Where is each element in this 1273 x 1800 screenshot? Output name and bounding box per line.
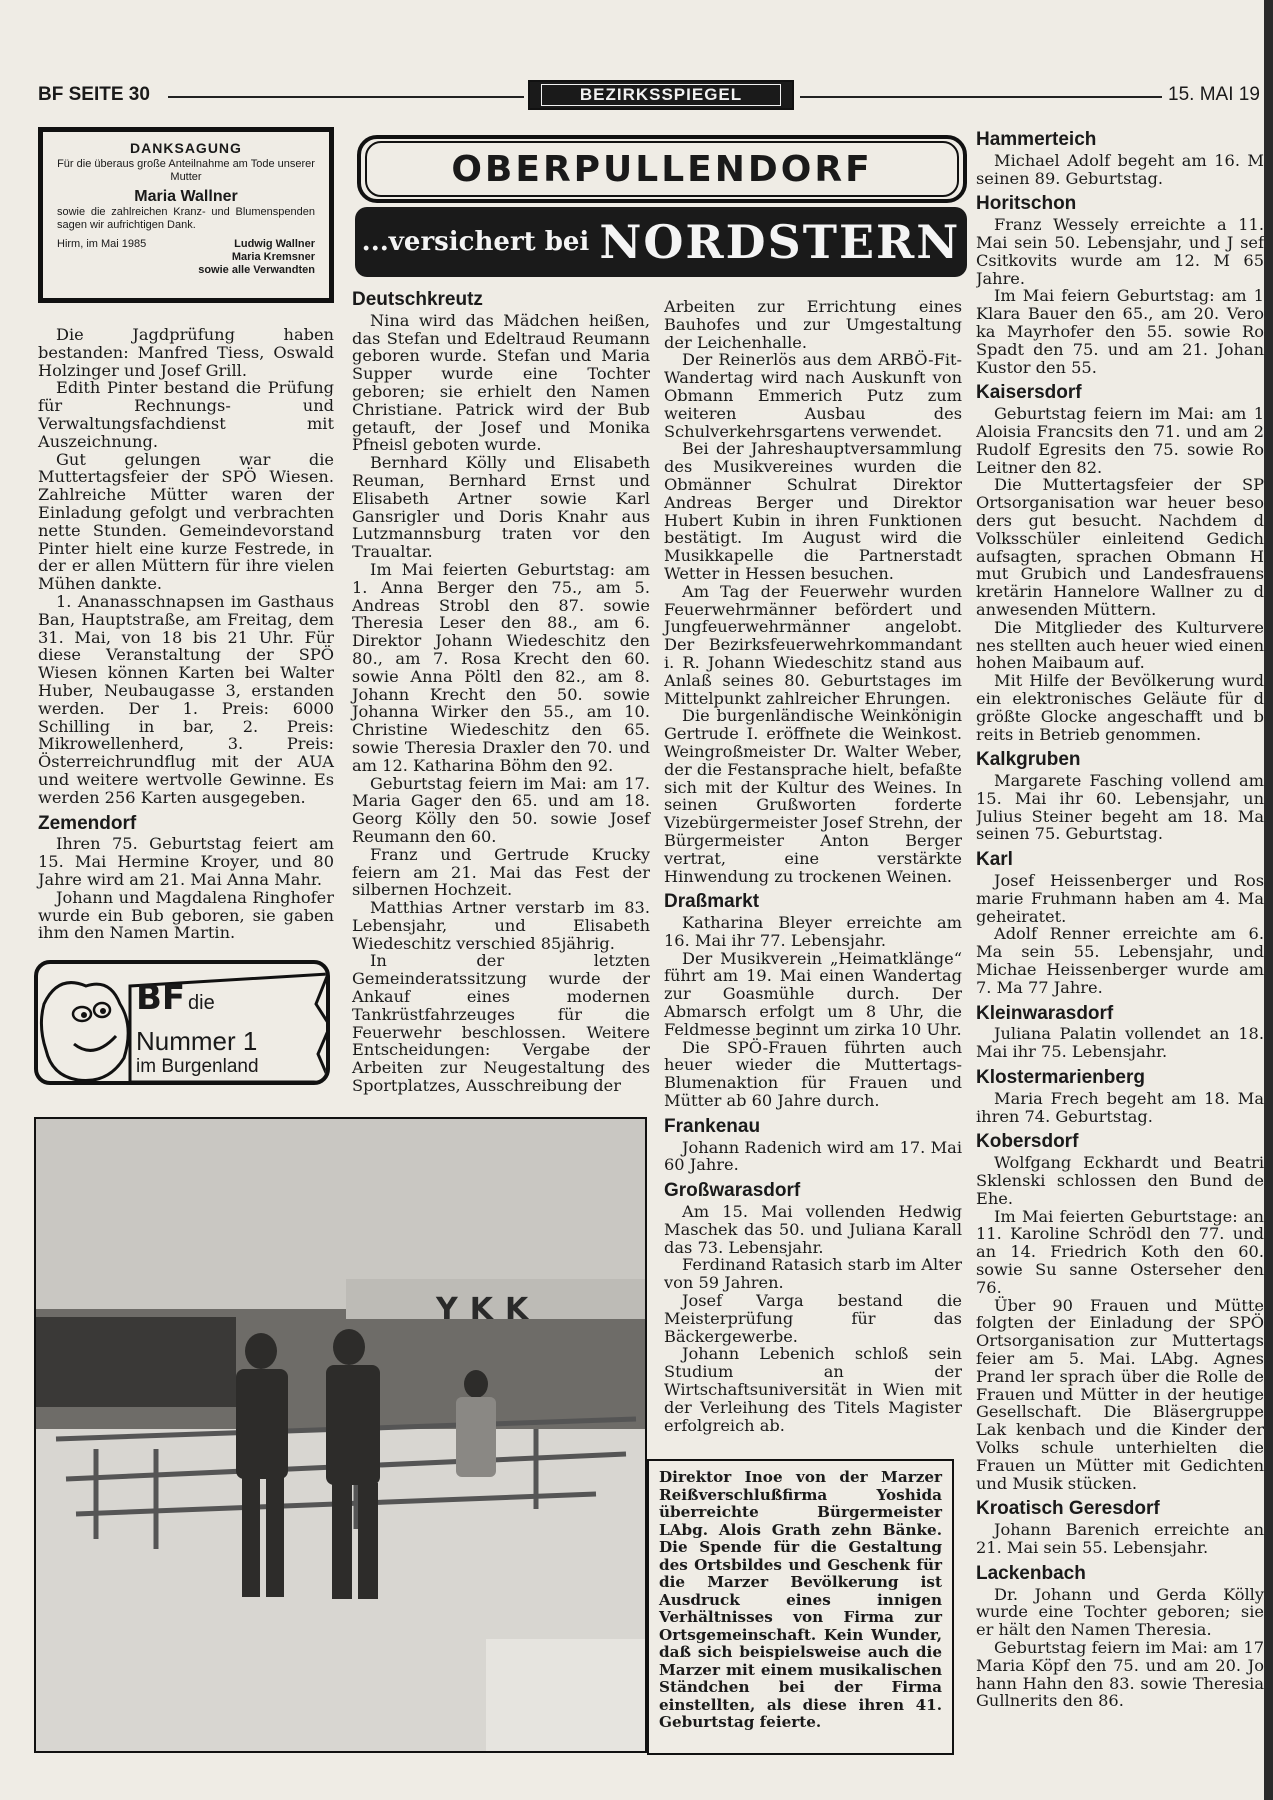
- article-paragraph: Dr. Johann und Gerda Kölly wurde eine Tochter geboren; sie er hält den Namen Theresia.: [976, 1584, 1264, 1640]
- article-paragraph: Johann Barenich erreichte an 21. Mai sein 55. Lebensjahr.: [976, 1520, 1264, 1557]
- column-4: [976, 131, 1264, 1710]
- header-rule-right: [800, 96, 1162, 98]
- obituary-signature: Ludwig Wallner Maria Kremsner sowie alle Verwandten: [198, 238, 315, 276]
- article-paragraph: Johann Radenich wird am 17. Mai 60 Jahre.: [664, 1137, 962, 1175]
- place-heading: Großwarasdorf: [664, 1180, 801, 1202]
- issue-date: 15. MAI 19: [1168, 84, 1260, 105]
- article-paragraph: Im Mai feierten Geburtstage: an 11. Karoline Schrödl den 77. und an 14. Friedrich Koth den 60. sowie Su sanne Osterseher den 76.: [976, 1206, 1264, 1297]
- place-heading: Lackenbach: [976, 1562, 1086, 1584]
- ad-text-region: im Burgenland: [136, 1056, 259, 1077]
- place-heading: Klostermarienberg: [976, 1067, 1145, 1089]
- article-paragraph: Josef Varga bestand die Meisterprüfung für das Bäckergewerbe.: [664, 1291, 962, 1346]
- building-sign: YKK: [436, 1292, 541, 1327]
- article-paragraph: Der Reinerlös aus dem ARBÖ-Fit-Wandertag wird nach Auskunft von Obmann Emmerich Putz zum weiteren Ausbau des Schulverkehrsgartens verwendet.: [664, 350, 962, 441]
- article-paragraph: Der Musikverein „Heimatklänge“ führt am 19. Mai einen Wandertag zur Goasmühle durch. Der Abmarsch erfolgt um 8 Uhr, die Feldmesse beginnt um zirka 10 Uhr.: [664, 948, 962, 1039]
- article-paragraph: Katharina Bleyer erreichte am 16. Mai ihr 77. Lebensjahr.: [664, 913, 962, 950]
- article-paragraph: Gut gelungen war die Muttertagsfeier der SPÖ Wiesen. Zahlreiche Mütter waren der Einladung gefolgt und verbrachten nette Stunden. Gemeindevorstand Pinter hielt eine kurze Festrede, in der er allen Müttern für ihre vielen Mühen dankte.: [38, 449, 334, 594]
- place-heading: Kaisersdorf: [976, 382, 1082, 404]
- section-label: BEZIRKSSPIEGEL: [528, 80, 794, 110]
- article-paragraph: Am 15. Mai vollenden Hedwig Maschek das 50. und Juliana Karall das 73. Lebensjahr.: [664, 1202, 962, 1257]
- column-1: [38, 326, 334, 942]
- place-heading: Zemendorf: [38, 812, 137, 834]
- article-paragraph: Im Mai feiern Geburtstag: am 1 Klara Bauer den 65., am 20. Vero ka Mayrhofer den 55. sowie Ro Spadt den 75. und am 21. Johan Kustor den 55.: [976, 286, 1264, 377]
- obituary-place-date: Hirm, im Mai 1985: [57, 238, 147, 250]
- banner-title: OBERPULLENDORF: [365, 141, 959, 197]
- article-paragraph: Die Mitglieder des Kulturvere nes stellten auch heuer wied einen hohen Maibaum auf.: [976, 617, 1264, 673]
- slogan-big: NORDSTERN: [599, 215, 961, 269]
- article-paragraph: Maria Frech begeht am 18. Ma ihren 74. Geburtstag.: [976, 1088, 1264, 1126]
- place-heading: Draßmarkt: [664, 891, 760, 913]
- oberpullendorf-banner: [357, 135, 967, 203]
- obituary-name: Maria Wallner: [134, 188, 238, 205]
- article-paragraph: 1. Ananasschnapsen im Gasthaus Ban, Hauptstraße, am Freitag, dem 31. Mai, von 18 bis 21 Uhr. Für diese Veranstaltung der SPÖ Wiesen können Karten bei Walter Huber, Neubaugasse 3, erstanden werden. Der 1. Preis: 6000 Schilling in bar, 2. Preis: Mikrowellenherd, 3. Preis: Österreichrundflug mit der AUA und weitere wertvolle Gewinne. Es werden 256 Karten ausgegeben.: [38, 591, 334, 807]
- page-number: BF SEITE 30: [38, 84, 150, 105]
- news-photo: [34, 1117, 647, 1753]
- header-rule-left: [168, 96, 524, 98]
- article-paragraph: In der letzten Gemeinderatssitzung wurde der Ankauf eines modernen Tankrüstfahrzeuges für die Feuerwehr beschlossen. Weitere Entscheidungen: Vergabe der Arbeiten zur Neugestaltung des Sportplatzes, Ausschreibung der: [352, 951, 650, 1096]
- article-paragraph: Juliana Palatin vollendet an 18. Mai ihr 75. Lebensjahr.: [976, 1024, 1264, 1062]
- place-heading: Kroatisch Geresdorf: [976, 1498, 1160, 1520]
- photo-illustration: [36, 1119, 647, 1753]
- article-paragraph: Adolf Renner erreichte am 6. Ma sein 55. Lebensjahr, und Michae Heissenberger wurde am 7. Ma 77 Jahre.: [976, 924, 1264, 997]
- ad-bf-logo: BF: [136, 978, 186, 1018]
- article-paragraph: Im Mai feierten Geburtstag: am 1. Anna Berger den 75., am 5. Andreas Strobl den 87. sowie Theresia Leser den 88., am 6. Direktor Johann Wiedeschitz den 80., am 7. Rosa Krecht den 60. sowie Anna Pöltl den 82., am 8. Johann Krecht den 50. sowie Johanna Wirker den 55., am 10. Christine Wiedeschitz den 65. sowie Theresia Draxler den 70. und am 12. Katharina Böhm den 92.: [352, 559, 650, 775]
- place-heading: Deutschkreutz: [352, 289, 483, 310]
- article-paragraph: Michael Adolf begeht am 16. M seinen 89. Geburtstag.: [976, 150, 1264, 188]
- place-heading: Karl: [976, 849, 1013, 871]
- article-paragraph: Geburtstag feiern im Mai: am 17 Maria Köpf den 75. und am 20. Jo hann Hahn den 83. sowie Theresia Gullnerits den 86.: [976, 1637, 1264, 1711]
- place-heading: Horitschon: [976, 193, 1077, 215]
- obituary-notice: [38, 127, 334, 303]
- place-heading: Kalkgruben: [976, 749, 1081, 771]
- article-paragraph: Josef Heissenberger und Ros marie Fruhmann haben am 4. Ma geheiratet.: [976, 871, 1264, 926]
- article-paragraph: Wolfgang Eckhardt und Beatri Sklenski schlossen den Bund de Ehe.: [976, 1153, 1264, 1208]
- place-heading: Hammerteich: [976, 131, 1097, 150]
- article-paragraph: Ihren 75. Geburtstag feiert am 15. Mai Hermine Kroyer, und 80 Jahre wird am 21. Mai Anna Mahr.: [38, 834, 334, 889]
- photo-caption: Direktor Inoe von der Marzer Reißverschlußfirma Yoshida überreichte Bürgermeister LAbg. Alois Grath zehn Bänke. Die Spende für die Gestaltung des Ortsbildes und Geschenk für die Marzer Bevölkerung ist Ausdruck eines innigen Verhältnisses von Firma zur Ortsgemeinschaft. Kein Wunder, daß sich beispielsweise auch die Marzer mit einem musikalischen Ständchen bei der Firma einstellten, als diese ihren 41. Geburtstag feierte.: [647, 1459, 954, 1755]
- article-paragraph: Franz und Gertrude Krucky feiern am 21. Mai das Fest der silbernen Hochzeit.: [352, 844, 650, 900]
- column-3: [664, 298, 962, 1434]
- article-paragraph: Ferdinand Ratasich starb im Alter von 59 Jahren.: [664, 1255, 962, 1293]
- article-paragraph: Geburtstag feiern im Mai: am 1 Aloisia Francsits den 71. und am 2 Rudolf Egresits den 75. sowie Ro Leitner den 82.: [976, 404, 1264, 477]
- article-paragraph: Johann und Magdalena Ringhofer wurde ein Bub geboren, sie gaben ihm den Namen Martin.: [38, 887, 334, 943]
- place-heading: Kleinwarasdorf: [976, 1002, 1114, 1024]
- article-paragraph: Die Jagdprüfung haben bestanden: Manfred Tiess, Oswald Holzinger und Josef Grill.: [38, 325, 334, 380]
- page-edge-shadow: [1264, 0, 1273, 1800]
- article-paragraph: Edith Pinter bestand die Prüfung für Rechnungs- und Verwaltungsfachdienst mit Auszeichnung.: [38, 378, 334, 451]
- article-paragraph: Margarete Fasching vollend am 15. Mai ihr 60. Lebensjahr, un Julius Steiner begeht am 18. Ma seinen 75. Geburtstag.: [976, 771, 1264, 844]
- ad-text-nummer: Nummer 1: [136, 1026, 258, 1056]
- article-paragraph: Matthias Artner verstarb im 83. Lebensjahr, und Elisabeth Wiedeschitz verschied 85jährig.: [352, 898, 650, 953]
- nordstern-advertisement: [355, 207, 967, 277]
- obituary-body: sowie die zahlreichen Kranz- und Blumenspenden sagen wir aufrichtigen Dank.: [57, 206, 315, 231]
- column-2: [352, 291, 650, 1095]
- bf-advertisement: [34, 960, 330, 1085]
- obituary-intro: Für die überaus große Anteilnahme am Tode unserer Mutter: [57, 158, 315, 183]
- place-heading: Frankenau: [664, 1115, 761, 1137]
- article-paragraph: Franz Wessely erreichte a 11. Mai sein 50. Lebensjahr, und J sef Csitkovits wurde am 12. M 65 Jahre.: [976, 215, 1264, 288]
- slogan-small: ...versichert bei: [361, 227, 590, 257]
- page-header: [38, 80, 1273, 110]
- article-paragraph: Mit Hilfe der Bevölkerung wurd ein elektronisches Geläute für d größte Glocke angeschafft und b reits in Betrieb genommen.: [976, 671, 1264, 744]
- article-paragraph: Die SPÖ-Frauen führten auch heuer wieder die Muttertags-Blumenaktion für Frauen und Mütter ab 60 Jahre durch.: [664, 1037, 962, 1111]
- place-heading: Kobersdorf: [976, 1131, 1079, 1153]
- article-paragraph: Bei der Jahreshauptversammlung des Musikvereines wurden die Obmänner Schulrat Direktor Andreas Berger und Direktor Hubert Kubin in ihren Funktionen bestätigt. Im August wird die Musikkapelle die Partnerstadt Wetter in Hessen besuchen.: [664, 439, 962, 583]
- article-paragraph: Über 90 Frauen und Mütte folgten der Einladung der SPÖ Ortsorganisation zur Muttertags feier am 5. Mai. LAbg. Agnes Prand ler sprach über die Rolle de Frauen und Mütter in der heutige Gesellschaft. Die Bläsergruppe Lak kenbach und die Kinder der Volks schule unterhielten die Frauen un Mütter mit Gedichten und Musik stücken.: [976, 1295, 1264, 1493]
- ad-text-die: die: [188, 992, 215, 1014]
- article-paragraph: Nina wird das Mädchen heißen, das Stefan und Edeltraud Reumann geboren wurde. Stefan und Maria Supper wurde eine Tochter geboren; sie erhielt den Namen Christiane. Patrick wird der Bub getauft, der Josef und Monika Pfneisl geboten wurde.: [352, 310, 650, 455]
- article-paragraph: Bernhard Kölly und Elisabeth Reuman, Bernhard Ernst und Elisabeth Artner sowie Karl Gansrigler und Doris Knahr aus Lutzmannsburg traten vor den Traualtar.: [352, 453, 650, 562]
- article-paragraph: Die burgenländische Weinkönigin Gertrude I. eröffnete die Weinkost. Weingroßmeister Dr. Walter Weber, der die Festansprache hielt, befaßte sich mit der Kultur des Weines. In seinen Grußworten forderte Vizebürgermeister Josef Strehn, der Bürgermeister Anton Berger vertrat, eine verstärkte Hinwendung zu trockenen Weinen.: [664, 706, 962, 886]
- article-paragraph: Geburtstag feiern im Mai: am 17. Maria Gager den 65. und am 18. Georg Kölly den 50. sowie Josef Reumann den 60.: [352, 773, 650, 846]
- article-paragraph: Arbeiten zur Errichtung eines Bauhofes und zur Umgestaltung der Leichenhalle.: [664, 297, 962, 352]
- obituary-title: DANKSAGUNG: [130, 140, 242, 156]
- article-paragraph: Johann Lebenich schloß sein Studium an der Wirtschaftsuniversität in Wien mit der Verleihung des Titels Magister erfolgreich ab.: [664, 1344, 962, 1435]
- article-paragraph: Die Muttertagsfeier der SP Ortsorganisation war heuer beso ders gut besucht. Nachdem d Volksschüler einleitend Gedich aufsagten, sprachen Obmann H mut Grubich und Landesfrauens kretärin Hannelore Wallner zu d anwesenden Müttern.: [976, 475, 1264, 619]
- article-paragraph: Am Tag der Feuerwehr wurden Feuerwehrmänner befördert und Jungfeuerwehrmänner angelobt. Der Bezirksfeuerwehrkommandant i. R. Johann Wiedeschitz stand aus Anlaß seines 80. Geburtstages im Mittelpunkt zahlreicher Ehrungen.: [664, 581, 962, 708]
